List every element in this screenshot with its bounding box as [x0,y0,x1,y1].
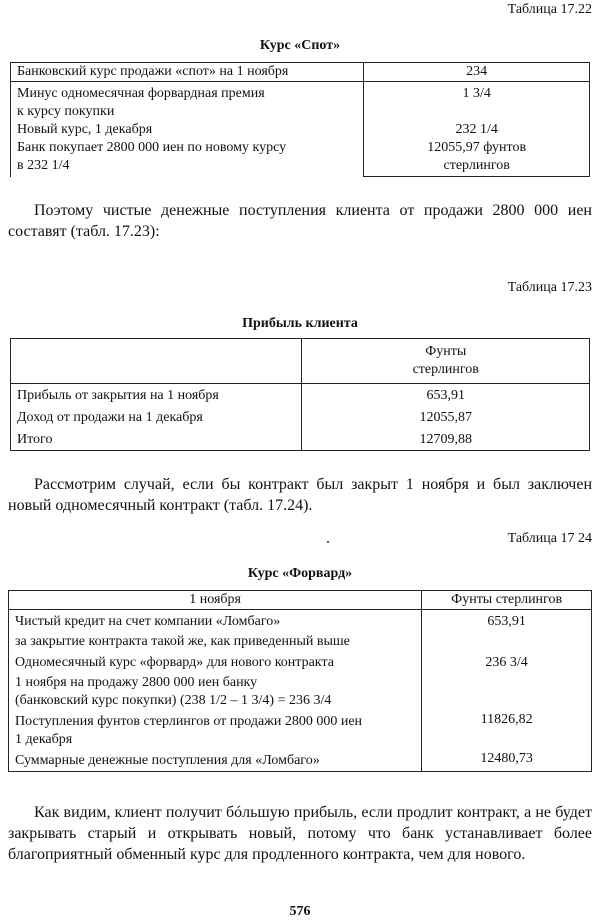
table-header-cell [302,339,590,384]
table-cell-line: 12709,88 [419,432,472,447]
table-cell-line: 11826,82 [480,712,533,727]
table-cell-line: 232 1/4 [455,122,498,137]
table-cell-line: за закрытие контракта такой же, как приведенный выше [15,634,350,649]
page-number: 576 [289,904,311,919]
table-title: Курс «Спот» [259,38,341,53]
stray-dot [327,541,329,543]
table-header-row [9,591,592,610]
table-row [9,610,592,772]
table-cell-line: Итого [17,432,53,447]
paragraph: Как видим, клиент получит бóльшую прибыль, если продлит контракт, а не будет закрывать старый и открывать новый, потому что банк устанавливает более благоприятный обменный курс для продленного контракта, чем для нового. [8,804,592,863]
table-cell-value: 234 [364,63,590,82]
client-profit-table [10,338,590,451]
spot-rate-table [10,62,590,177]
table-row [11,63,590,82]
table-cell-line: 12055,97 фунтов [427,140,527,155]
table-cell-line: Доход от продажи на 1 декабря [17,410,203,425]
table-cell-label [11,82,364,177]
table-cell-line: Поступления фунтов стерлингов от продажи 2800 000 иен [15,714,363,729]
table-cell-label [11,384,302,451]
table-caption: Таблица 17.22 [507,2,592,17]
table-cell-line: 1 ноября на продажу 2800 000 иен банку [15,675,258,690]
table-title: Прибыль клиента [242,316,358,331]
table-cell-line: к курсу покупки [17,104,115,119]
table-cell-line: стерлингов [443,158,510,173]
table-header-row [11,339,590,384]
table-header-line: стерлингов [412,362,479,377]
table-cell-line: Чистый кредит на счет компании «Ломбаго» [15,614,281,629]
forward-rate-table [8,590,592,772]
table-header-empty [11,339,302,384]
table-title: Курс «Форвард» [247,566,353,581]
table-cell-line: Минус одномесячная форвардная премия [17,86,265,101]
table-cell-line: 1 3/4 [462,86,491,101]
table-cell-line: Новый курс, 1 декабря [17,122,153,137]
table-cell-line: 12055,87 [419,410,472,425]
table-cell-line: Прибыль от закрытия на 1 ноября [17,388,219,403]
table-cell-line: (банковский курс покупки) (238 1/2 – 1 3/4) = 236 3/4 [15,693,332,708]
table-cell-value [422,610,592,772]
table-cell-line: Одномесячный курс «форвард» для нового контракта [15,655,334,670]
table-cell-label [9,610,422,772]
table-caption: Таблица 17 24 [507,531,592,546]
table-cell-value [364,82,590,177]
table-row [11,384,590,451]
table-cell-line: 12480,73 [480,751,533,766]
table-cell-value [302,384,590,451]
table-cell-line: 1 декабря [15,732,73,747]
table-header-cell: 1 ноября [9,591,422,610]
table-cell-line: 236 3/4 [485,655,528,670]
table-cell-line: Банк покупает 2800 000 иен по новому курсу [17,140,287,155]
table-cell-line: в 232 1/4 [17,158,70,173]
table-cell-line: 653,91 [426,388,465,403]
table-cell-label: Банковский курс продажи «спот» на 1 ноября [11,63,364,82]
paragraph: Рассмотрим случай, если бы контракт был закрыт 1 ноября и был заключен новый одномесячный контракт (табл. 17.24). [8,476,592,514]
table-cell-line: 653,91 [487,614,526,629]
table-caption: Таблица 17.23 [507,280,592,295]
table-header-cell: Фунты стерлингов [422,591,592,610]
table-row [11,82,590,177]
paragraph: Поэтому чистые денежные поступления клиента от продажи 2800 000 иен составят (табл. 17.23): [8,202,592,240]
table-header-line: Фунты [425,344,467,359]
table-cell-line: Суммарные денежные поступления для «Ломбаго» [15,753,320,768]
